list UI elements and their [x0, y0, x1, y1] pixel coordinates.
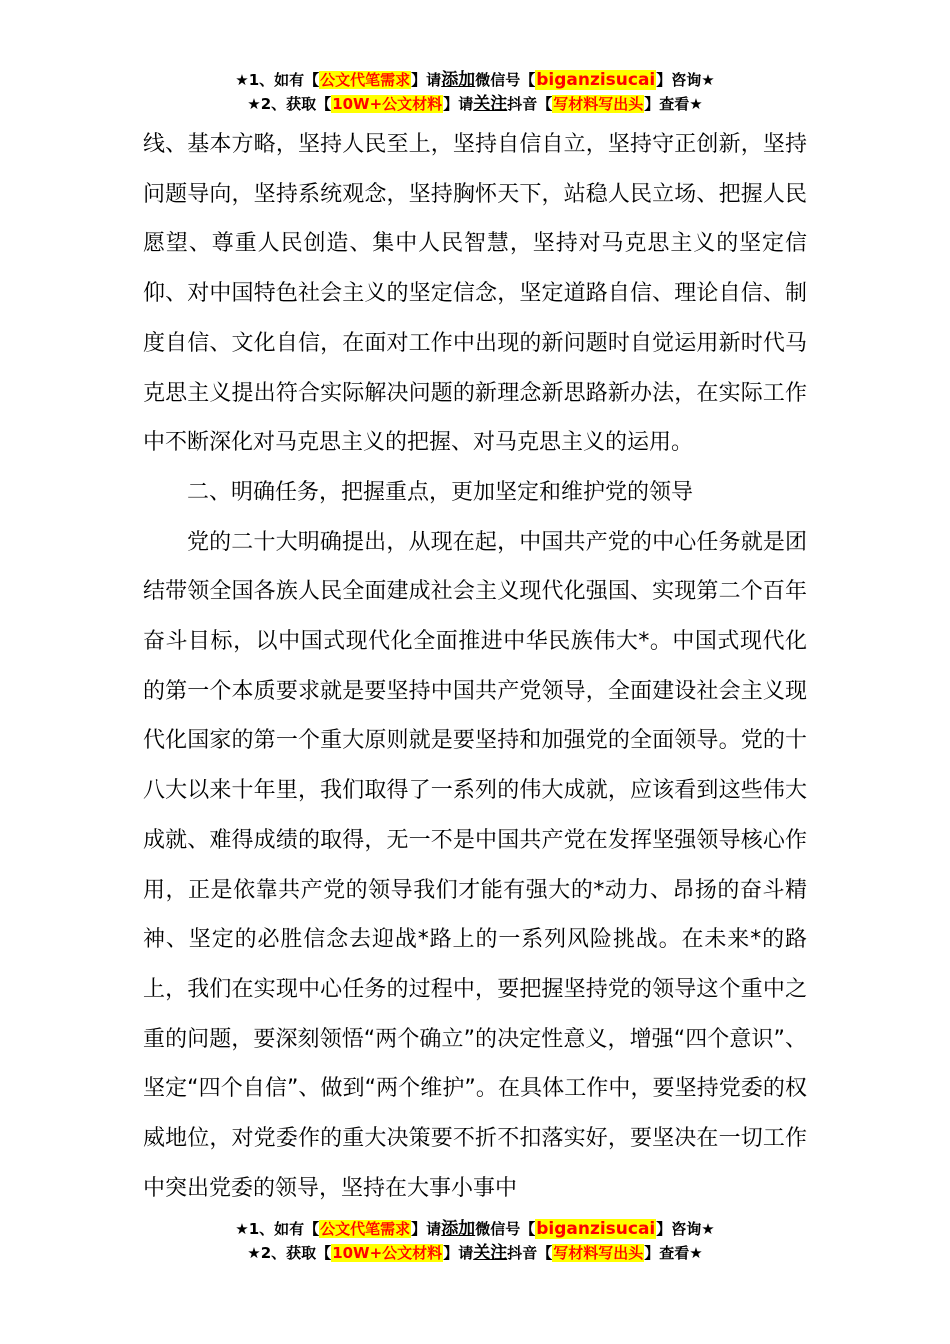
footer-line2-mid2: 抖音【 [507, 1244, 553, 1262]
document-body [143, 120, 807, 1213]
banner-line2-prefix: ★2、获取【 [247, 95, 332, 113]
banner-line1-prefix: ★1、如有【 [235, 71, 320, 89]
banner-line2-suffix: 】查看★ [644, 95, 703, 113]
footer-line2-highlight-materials: 10W+公文材料 [332, 1244, 443, 1262]
banner-line2-highlight-douyin: 写材料写出头 [553, 95, 644, 113]
footer-line2-mid: 】请 [443, 1244, 474, 1262]
footer-banner [0, 1217, 950, 1265]
footer-line2-suffix: 】查看★ [644, 1244, 703, 1262]
banner-line2-emphasis: 关注 [473, 94, 508, 114]
banner-line2-highlight-materials: 10W+公文材料 [332, 95, 443, 113]
paragraph-party-leadership: 党的二十大明确提出，从现在起，中国共产党的中心任务就是团结带领全国各族人民全面建成社会主义现代化强国、实现第二个百年奋斗目标，以中国式现代化全面推进中华民族伟大*。中国式现代化的第一个本质要求就是要坚持中国共产党领导，全面建设社会主义现代化国家的第一个重大原则就是要坚持和加强党的全面领导。党的十八大以来十年里，我们取得了一系列的伟大成就，应该看到这些伟大成就、难得成绩的取得，无一不是中国共产党在发挥坚强领导核心作用，正是依靠共产党的领导我们才能有强大的*动力、昂扬的奋斗精神、坚定的必胜信念去迎战*路上的一系列风险挑战。在未来*的路上，我们在实现中心任务的过程中，要把握坚持党的领导这个重中之重的问题，要深刻领悟“两个确立”的决定性意义，增强“四个意识”、坚定“四个自信”、做到“两个维护”。在具体工作中，要坚持党委的权威地位，对党委作的重大决策要不折不扣落实好，要坚决在一切工作中突出党委的领导，坚持在大事小事中 [143, 529, 807, 1201]
footer-banner-line-1 [0, 1217, 950, 1241]
footer-line1-mid2: 微信号【 [475, 1220, 536, 1238]
footer-banner-line-2 [0, 1241, 950, 1265]
banner-line1-mid2: 微信号【 [475, 71, 536, 89]
header-banner [0, 68, 950, 116]
footer-line2-highlight-douyin: 写材料写出头 [553, 1244, 644, 1262]
footer-line1-emphasis: 添加 [441, 1219, 476, 1239]
footer-line2-prefix: ★2、获取【 [247, 1244, 332, 1262]
banner-line1-mid: 】请 [411, 71, 442, 89]
banner-line-2 [0, 92, 950, 116]
section-heading-2: 二、明确任务，把握重点，更加坚定和维护党的领导 [187, 479, 694, 505]
footer-line1-highlight-service: 公文代笔需求 [320, 1220, 411, 1238]
paragraph-continued: 线、基本方略，坚持人民至上，坚持自信自立，坚持守正创新，坚持问题导向，坚持系统观念，坚持胸怀天下，站稳人民立场、把握人民愿望、尊重人民创造、集中人民智慧，坚持对马克思主义的坚定信仰、对中国特色社会主义的坚定信念，坚定道路自信、理论自信、制度自信、文化自信，在面对工作中出现的新问题时自觉运用新时代马克思主义提出符合实际解决问题的新理念新思路新办法，在实际工作中不断深化对马克思主义的把握、对马克思主义的运用。 [143, 132, 807, 456]
footer-line1-highlight-wechat: biganzisucai [536, 1219, 656, 1239]
banner-line1-suffix: 】咨询★ [656, 71, 715, 89]
banner-line1-highlight-service: 公文代笔需求 [320, 71, 411, 89]
footer-line2-emphasis: 关注 [473, 1243, 508, 1263]
banner-line2-mid: 】请 [443, 95, 474, 113]
banner-line-1 [0, 68, 950, 92]
footer-line1-prefix: ★1、如有【 [235, 1220, 320, 1238]
banner-line2-mid2: 抖音【 [507, 95, 553, 113]
footer-line1-mid: 】请 [411, 1220, 442, 1238]
footer-line1-suffix: 】咨询★ [656, 1220, 715, 1238]
banner-line1-emphasis: 添加 [441, 70, 476, 90]
banner-line1-highlight-wechat: biganzisucai [536, 70, 656, 90]
